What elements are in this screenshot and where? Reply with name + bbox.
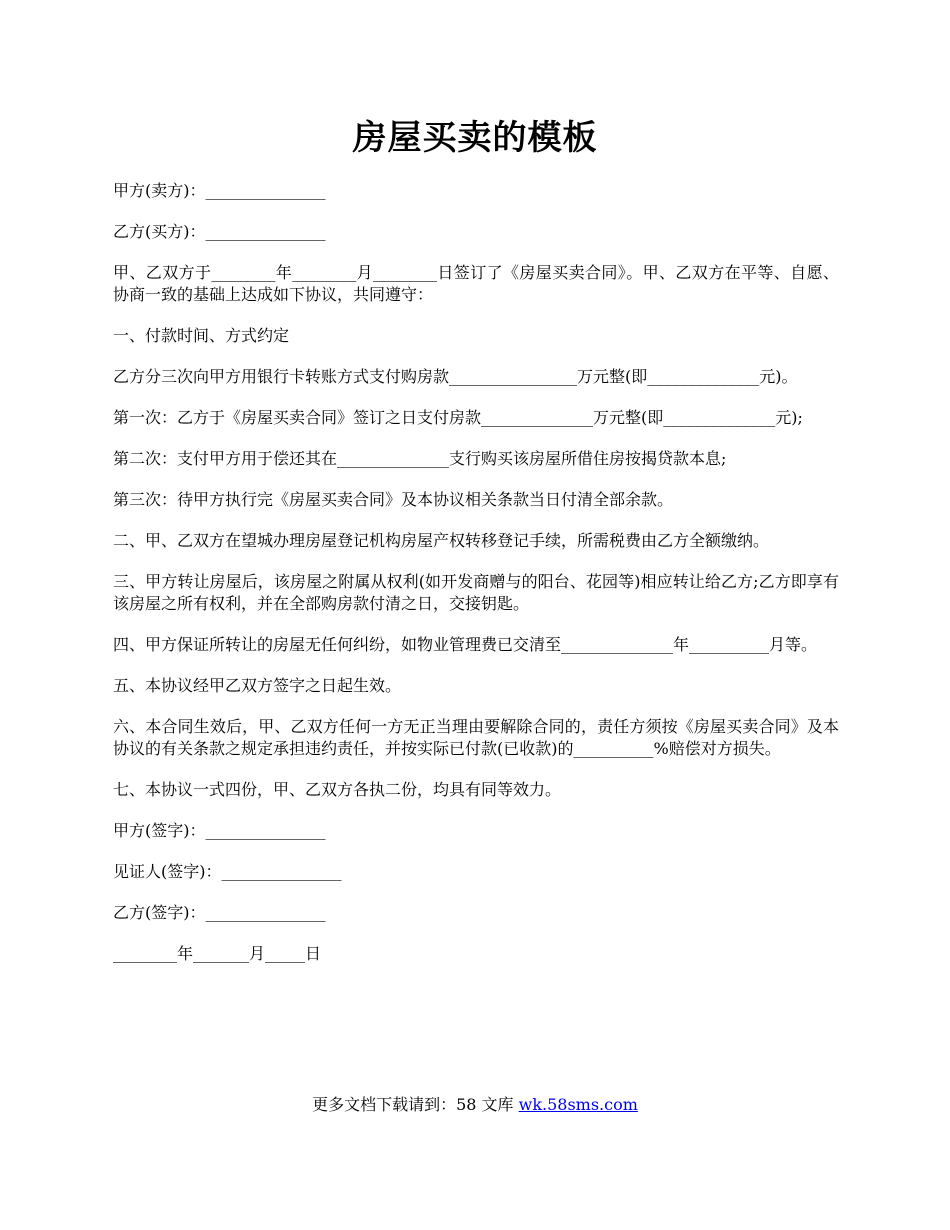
footer-prefix: 更多文档下载请到：58 文库 [312, 1095, 519, 1114]
section-3: 三、甲方转让房屋后，该房屋之附属从权利(如开发商赠与的阳台、花园等)相应转让给乙方;乙方即享有该房屋之所有权利，并在全部购房款付清之日，交接钥匙。 [113, 572, 839, 613]
section-5: 五、本协议经甲乙双方签字之日起生效。 [113, 676, 402, 695]
intro-paragraph: 甲、乙双方于________年________月________日签订了《房屋买卖合同》。甲、乙双方在平等、自愿、协商一致的基础上达成如下协议，共同遵守： [113, 263, 839, 304]
footer-link[interactable]: wk.58sms.com [518, 1095, 638, 1114]
payment-third: 第三次：待甲方执行完《房屋买卖合同》及本协议相关条款当日付清全部余款。 [113, 490, 674, 509]
party-a-seller-line: 甲方(卖方)：_______________ [113, 181, 326, 200]
payment-second: 第二次：支付甲方用于偿还其在______________支行购买该房屋所借住房按揭贷款本息; [113, 449, 727, 468]
section-1-heading: 一、付款时间、方式约定 [113, 326, 290, 345]
party-b-buyer-line: 乙方(买方)：_______________ [113, 222, 326, 241]
document-body [113, 180, 839, 984]
section-7: 七、本协议一式四份，甲、乙双方各执二份，均具有同等效力。 [113, 780, 562, 799]
payment-overview: 乙方分三次向甲方用银行卡转账方式支付购房款________________万元整(即______________元)。 [113, 367, 798, 386]
section-4: 四、甲方保证所转让的房屋无任何纠纷，如物业管理费已交清至______________年__________月等。 [113, 635, 818, 654]
date-line: ________年_______月_____日 [113, 944, 322, 963]
party-a-signature-line: 甲方(签字)：_______________ [113, 821, 326, 840]
section-6: 六、本合同生效后，甲、乙双方任何一方无正当理由要解除合同的，责任方须按《房屋买卖合同》及本协议的有关条款之规定承担违约责任，并按实际已付款(已收款)的__________%赔偿对方损失。 [113, 717, 839, 758]
footer [0, 1094, 950, 1116]
witness-signature-line: 见证人(签字)：_______________ [113, 862, 342, 881]
payment-first: 第一次：乙方于《房屋买卖合同》签订之日支付房款______________万元整(即______________元); [113, 408, 803, 427]
section-2: 二、甲、乙双方在望城办理房屋登记机构房屋产权转移登记手续，所需税费由乙方全额缴纳。 [113, 531, 770, 550]
party-b-signature-line: 乙方(签字)：_______________ [113, 903, 326, 922]
document-title: 房屋买卖的模板 [352, 118, 598, 158]
